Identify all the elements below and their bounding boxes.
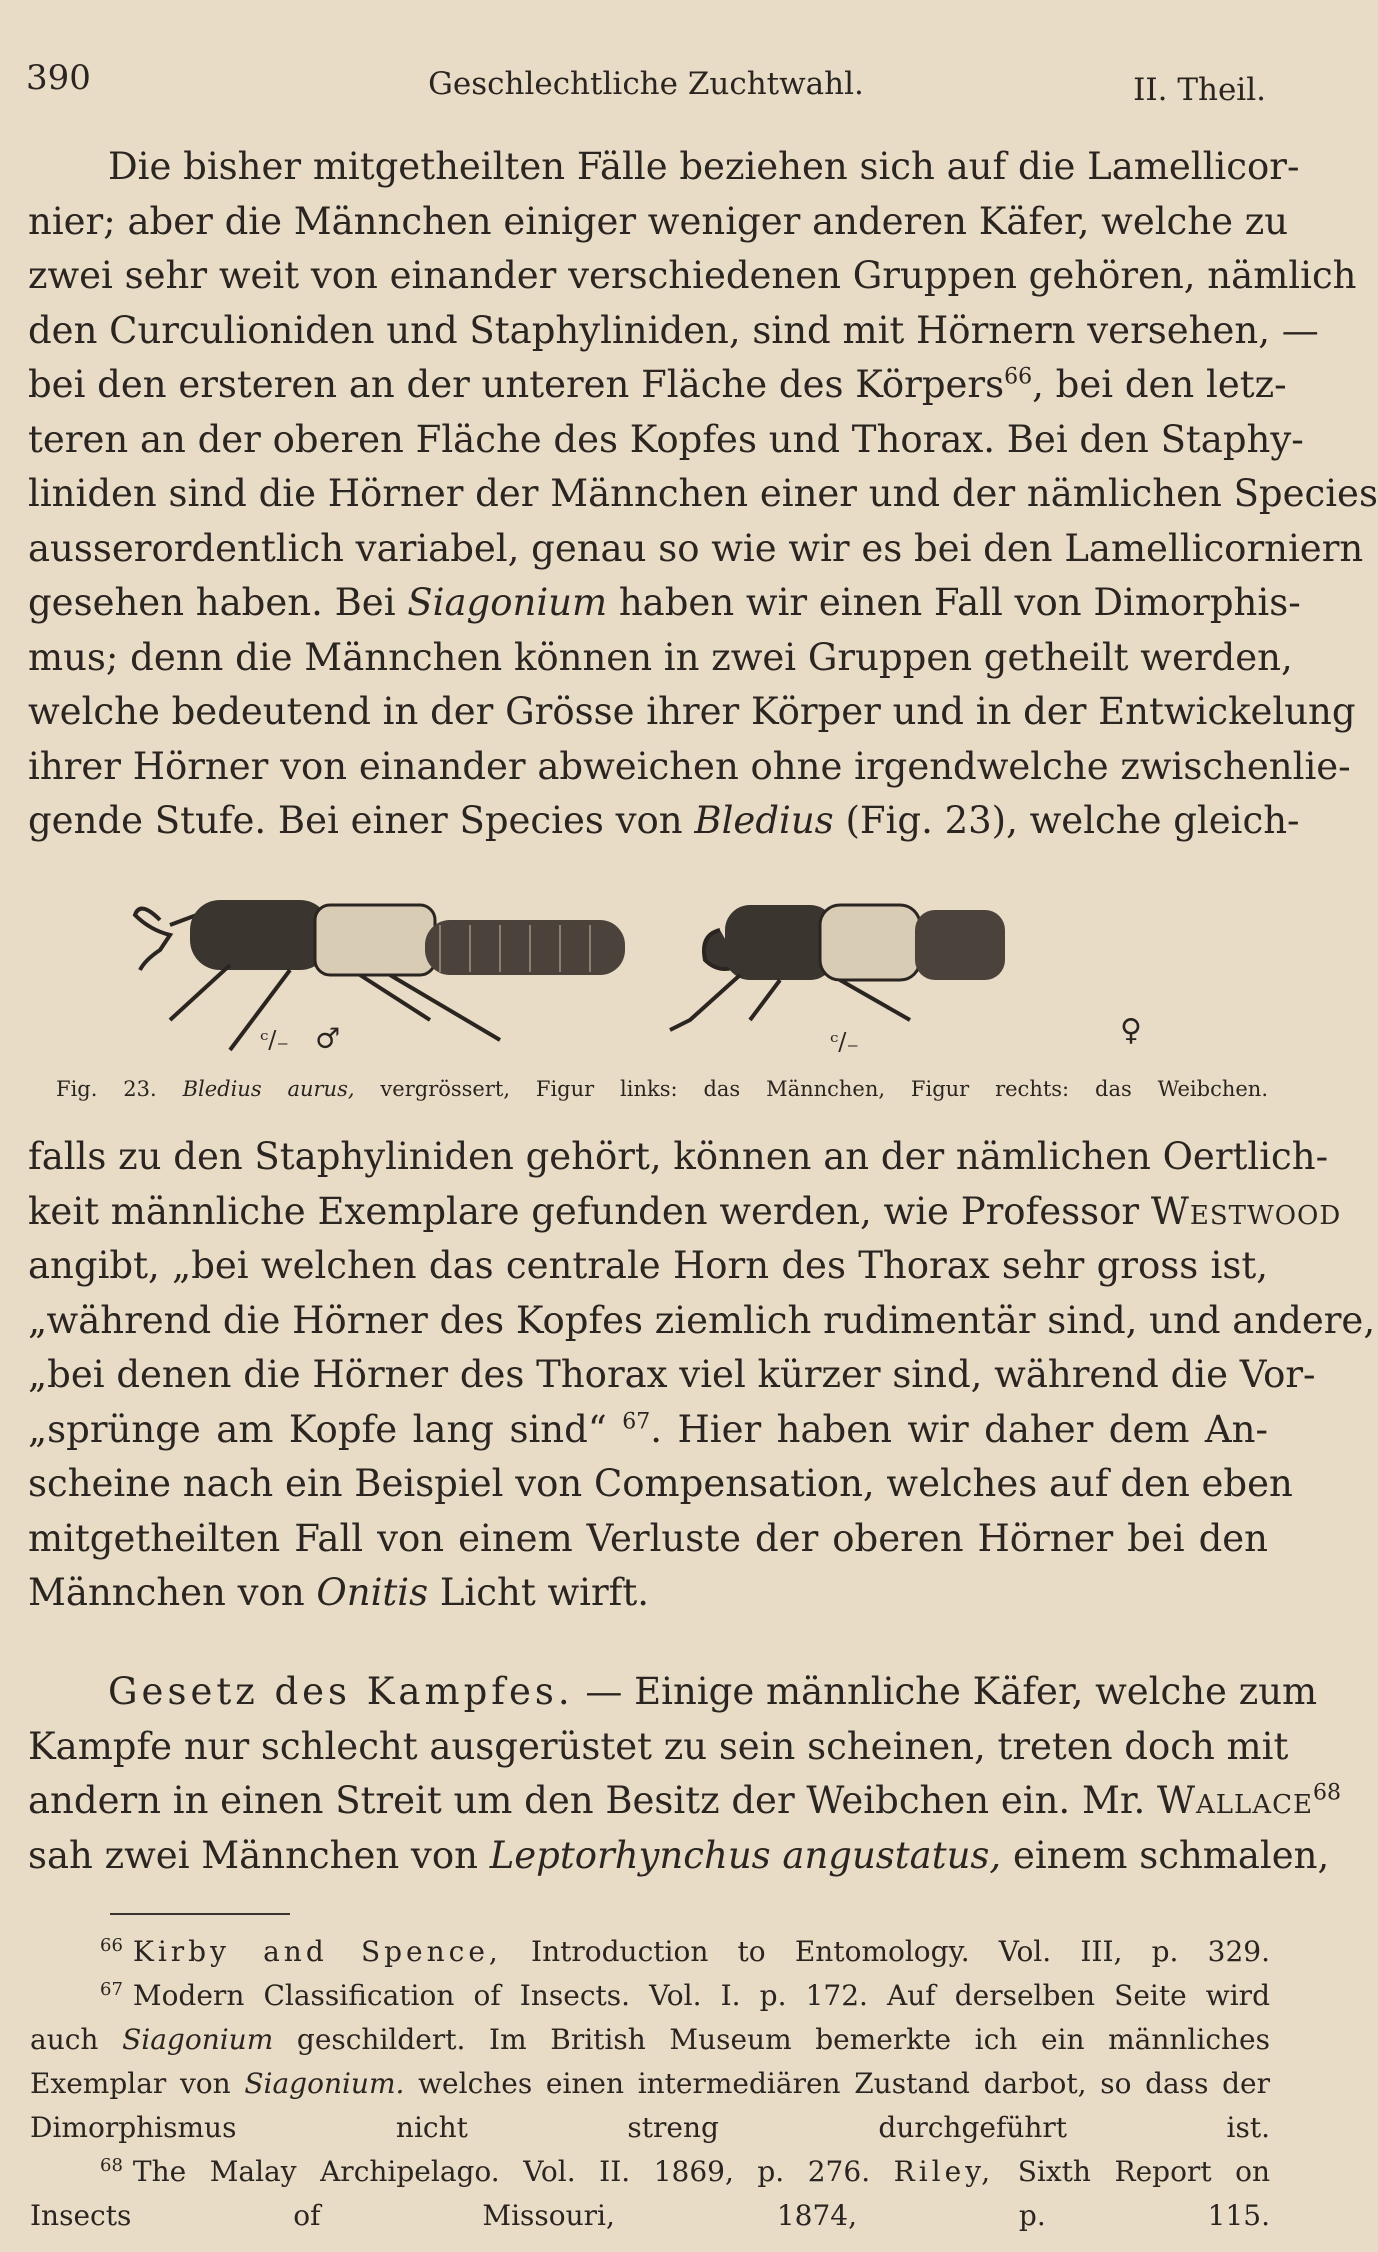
text-run: einem schmalen, xyxy=(1012,1833,1330,1877)
footnote-divider xyxy=(110,1913,290,1915)
male-beetle-drawing xyxy=(135,900,625,1050)
footnote-ref-66: 66 xyxy=(1004,364,1033,390)
female-symbol-prefix: ᶜ/₋ xyxy=(830,1028,860,1056)
text-line xyxy=(28,1566,1268,1621)
text-run: gende Stufe. Bei einer Species von xyxy=(28,799,683,842)
section-label: II. Theil. xyxy=(1133,72,1266,108)
paragraph-2 xyxy=(28,1130,1376,1621)
footnote-text: welches einen intermediären Zustand darbot, so dass der xyxy=(418,2067,1270,2100)
footnote-67 xyxy=(30,1974,1270,2018)
genus-name: Siagonium xyxy=(122,2023,274,2056)
figure-23-illustration xyxy=(130,880,1260,1060)
text-line: welche bedeutend in der Grösse ihrer Körper und in der Entwickelung xyxy=(28,690,1356,733)
male-symbol: ♂ xyxy=(315,1022,341,1055)
footnote-number: 68 xyxy=(100,2154,123,2176)
paragraph-1 xyxy=(28,140,1378,849)
footnote-text: Modern Classification of Insects. Vol. I. p. 172. Auf derselben Seite wird xyxy=(132,1979,1270,2012)
text-line: ihrer Hörner von einander abweichen ohne irgendwelche zwischenlie- xyxy=(28,744,1351,788)
text-line: zwei sehr weit von einander verschiedenen Gruppen gehören, nämlich xyxy=(28,254,1357,297)
caption-species: Bledius aurus, xyxy=(182,1077,355,1101)
female-beetle-drawing xyxy=(670,905,1005,1030)
text-line: nier; aber die Männchen einiger weniger anderen Käfer, welche zu xyxy=(28,199,1289,243)
footnote-text: geschildert. Im British Museum bemerkte ich ein männliches xyxy=(296,2023,1270,2056)
footnote-68-line: Insects of Missouri, 1874, p. 115. xyxy=(30,2199,1270,2232)
footnote-ref-67: 67 xyxy=(622,1409,651,1435)
text-run: bei den ersteren an der unteren Fläche des Körpers xyxy=(28,363,1005,406)
genus-name: Onitis xyxy=(316,1571,429,1614)
text-run: „sprünge am Kopfe lang sind“ xyxy=(28,1407,607,1451)
male-symbol-prefix: ᶜ/₋ xyxy=(260,1026,290,1054)
text-run: keit männliche Exemplare gefunden werden, wie Professor xyxy=(28,1189,1140,1233)
text-line xyxy=(28,1774,1341,1829)
text-run: gesehen haben. Bei xyxy=(28,581,396,624)
text-line: Die bisher mitgetheilten Fälle beziehen sich auf die Lamellicor- xyxy=(108,145,1300,188)
text-line xyxy=(28,1829,1330,1884)
footnote-67-line xyxy=(30,2018,1270,2062)
text-line: mus; denn die Männchen können in zwei Gruppen getheilt werden, xyxy=(28,635,1293,679)
paragraph-3 xyxy=(28,1665,1341,1883)
footnote-ref-68: 68 xyxy=(1312,1780,1341,1806)
footnote-67-line xyxy=(30,2062,1270,2106)
text-line xyxy=(28,1665,1318,1720)
text-line: angibt, „bei welchen das centrale Horn des Thorax sehr gross ist, xyxy=(28,1244,1268,1287)
text-line: teren an der oberen Fläche des Kopfes und Thorax. Bei den Staphy- xyxy=(28,417,1304,461)
text-run: Männchen von xyxy=(28,1571,305,1614)
caption-figure-number: Fig. 23. xyxy=(56,1077,157,1101)
text-line: liniden sind die Hörner der Männchen einer und der nämlichen Species xyxy=(28,472,1378,515)
text-line: „während die Hörner des Kopfes ziemlich rudimentär sind, und andere, xyxy=(28,1298,1376,1342)
text-run: andern in einen Streit um den Besitz der Weibchen ein. Mr. xyxy=(28,1779,1146,1822)
text-line xyxy=(28,1403,1268,1458)
footnote-number: 66 xyxy=(100,1934,123,1956)
footnote-number: 67 xyxy=(100,1978,123,2000)
caption-text: vergrössert, Figur links: das Männchen, Figur rechts: das Weibchen. xyxy=(380,1077,1268,1101)
text-line xyxy=(28,358,1287,413)
text-line: ausserordentlich variabel, genau so wie wir es bei den Lamellicorniern xyxy=(28,526,1364,570)
genus-name: Siagonium xyxy=(407,581,608,624)
text-line: scheine nach ein Beispiel von Compensation, welches auf den eben xyxy=(28,1462,1293,1505)
figure-caption xyxy=(56,1075,1268,1103)
footnote-text: The Malay Archipelago. Vol. II. 1869, p. 276. xyxy=(132,2155,871,2188)
text-line: mitgetheilten Fall von einem Verluste der oberen Hörner bei den xyxy=(28,1516,1268,1560)
female-symbol: ♀ xyxy=(1120,1013,1142,1048)
text-run: haben wir einen Fall von Dimorphis- xyxy=(618,581,1301,624)
footnote-text: Introduction to Entomology. Vol. III, p. 329. xyxy=(531,1935,1270,1968)
footnote-68 xyxy=(30,2150,1270,2194)
text-run: (Fig. 23), welche gleich- xyxy=(845,799,1300,842)
footnote-text: Exemplar von xyxy=(30,2067,231,2100)
text-line xyxy=(28,1185,1342,1240)
page-header xyxy=(26,58,1266,108)
footnote-author: Kirby and Spence, xyxy=(132,1935,502,1968)
text-run: sah zwei Männchen von xyxy=(28,1833,478,1877)
author-name: Westwood xyxy=(1150,1189,1342,1233)
running-title: Geschlechtliche Zuchtwahl. xyxy=(428,66,864,102)
text-line: falls zu den Staphyliniden gehört, können an der nämlichen Oertlich- xyxy=(28,1135,1329,1178)
footnote-text: auch xyxy=(30,2023,99,2056)
footnote-66 xyxy=(30,1930,1270,1974)
text-line xyxy=(28,794,1300,849)
text-run: . Hier haben wir daher dem An- xyxy=(650,1407,1268,1451)
text-line xyxy=(28,576,1301,631)
species-name: Leptorhynchus angustatus, xyxy=(489,1833,1002,1877)
text-line: Kampfe nur schlecht ausgerüstet zu sein scheinen, treten doch mit xyxy=(28,1724,1289,1768)
text-run: — Einige männliche Käfer, welche zum xyxy=(585,1670,1318,1713)
text-line: den Curculioniden und Staphyliniden, sind mit Hörnern versehen, — xyxy=(28,308,1319,352)
page-number: 390 xyxy=(26,58,91,98)
genus-name: Siagonium. xyxy=(244,2067,405,2100)
footnote-67-line: Dimorphismus nicht streng durchgeführt ist. xyxy=(30,2111,1270,2144)
footnotes xyxy=(30,1930,1270,2238)
text-line: „bei denen die Hörner des Thorax viel kürzer sind, während die Vor- xyxy=(28,1353,1316,1396)
text-run: , bei den letz- xyxy=(1032,363,1287,406)
footnote-text: Sixth Report on xyxy=(1017,2155,1270,2188)
genus-name: Bledius xyxy=(694,799,834,842)
author-name: Wallace xyxy=(1156,1779,1313,1822)
footnote-author: Riley, xyxy=(893,2155,995,2188)
section-heading: Gesetz des Kampfes. xyxy=(108,1670,574,1713)
text-run: Licht wirft. xyxy=(439,1571,649,1614)
